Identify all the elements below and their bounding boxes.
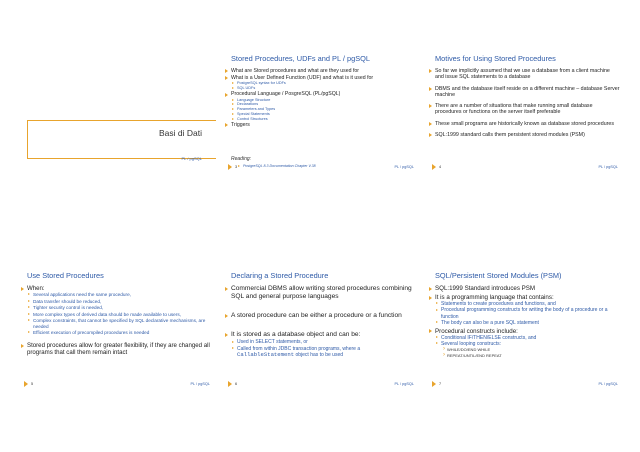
sub-item-text: Called from within JDBC transaction programs, where a	[237, 345, 361, 352]
list-item	[231, 91, 416, 121]
footer-tag: PL / pgSQL	[190, 381, 210, 386]
slide-footer	[228, 381, 414, 388]
list-item: Triggers	[231, 122, 416, 128]
slide-6[interactable]	[224, 265, 420, 391]
slide-title: Motives for Using Stored Procedures	[435, 54, 556, 63]
list-item-label: What is a User Defined Function (UDF) and what is it used for	[231, 74, 374, 81]
footer-tag: PL / pgSQL	[394, 381, 414, 386]
slide-body	[435, 68, 620, 144]
sub-list-item: Statements to create procedures and functions, and	[441, 301, 620, 307]
slide-footer	[24, 381, 210, 388]
sub-list-item	[237, 346, 416, 359]
list-item-label: When:	[27, 285, 45, 292]
sub-list-item: PostgreSQL syntax for UDFs	[237, 81, 416, 86]
sub-list-item: Special Statements	[237, 112, 416, 117]
cover-subtitle: PL / pgSQL	[181, 156, 202, 161]
slide-footer	[432, 164, 618, 171]
slide-number: 6	[235, 381, 238, 386]
list-item: Stored procedures allow for greater flexibility, if they are changed all programs that call them remain intact	[27, 342, 212, 356]
sub-list-item: Parameters and Types	[237, 107, 416, 112]
slide-footer	[432, 381, 618, 388]
loop-construct: › WHILE/DO/END WHILE	[447, 347, 620, 352]
slide-title: SQL/Persistent Stored Modules (PSM)	[435, 271, 562, 280]
cover-top-line	[27, 120, 216, 121]
slide-body	[27, 285, 212, 356]
list-item	[231, 75, 416, 91]
sub-list-item: Several applications need the same procedure,	[33, 292, 212, 298]
loop-construct: › REPEAT/UNTIL/END REPEAT	[447, 353, 620, 358]
footer-tag: PL / pgSQL	[598, 164, 618, 169]
list-item-label: Procedural Language / PosgreSQL (PL/pgSQL)	[231, 91, 341, 98]
list-item-label: It is stored as a database object and can be:	[231, 331, 361, 338]
footer-triangle-icon	[24, 381, 28, 387]
slide-footer	[228, 164, 414, 171]
slide-body	[231, 285, 416, 359]
slide-body	[231, 68, 416, 129]
list-item	[27, 285, 212, 336]
slide-number: 4	[439, 164, 442, 169]
sub-item-text: Several looping constructs:	[441, 341, 502, 348]
sub-list-item: Used in SELECT statements, or	[237, 339, 416, 346]
list-item: SQL:1999 Standard introduces PSM	[435, 285, 620, 292]
list-item	[435, 294, 620, 326]
list-item: A stored procedure can be either a procedure or a function	[231, 312, 416, 320]
sub-list-item: Language Structure	[237, 98, 416, 103]
sub-item-text: object has to be used	[295, 352, 344, 359]
sub-list-item: Conditional IF/THEN/ELSE constructs, and	[441, 335, 620, 341]
slide-3[interactable]	[224, 48, 420, 174]
list-item: What are Stored procedures and what are they used for	[231, 68, 416, 74]
sub-list-item: More complex types of derived data should be made available to users,	[33, 312, 212, 318]
slide-7[interactable]	[428, 265, 624, 391]
slide-title: Declaring a Stored Procedure	[231, 271, 329, 280]
reading-reference: PostgreSQL 8.3 Documentation Chapter V.38	[243, 164, 316, 168]
code-callable-statement: CallableStatement	[237, 351, 295, 359]
reading-label: Reading:	[231, 156, 252, 162]
footer-triangle-icon	[228, 164, 232, 170]
footer-tag: PL / pgSQL	[598, 381, 618, 386]
cover-title: Basi di Dati	[159, 128, 202, 138]
slide-cover[interactable]	[20, 48, 216, 174]
slide-4[interactable]	[428, 48, 624, 174]
sub-list-item	[441, 341, 620, 358]
slide-body	[435, 285, 620, 359]
list-item: These small programs are historically known as database stored procedures	[435, 121, 620, 127]
list-item	[435, 328, 620, 358]
footer-triangle-icon	[228, 381, 232, 387]
sub-list-item: Data transfer should be reduced,	[33, 299, 212, 305]
list-item	[231, 331, 416, 359]
sub-list-item: Efficient execution of precompiled procedures is needed	[33, 330, 212, 336]
list-item: There are a number of situations that make running small database procedures or functions on the server itself preferable	[435, 103, 620, 115]
slide-number: 5	[31, 381, 34, 386]
cover-left-bar	[27, 120, 28, 158]
sub-list-item: The body can also be a pure SQL statement	[441, 320, 620, 326]
sub-list-item: Declarations	[237, 102, 416, 107]
footer-triangle-icon	[432, 381, 436, 387]
footer-triangle-icon	[432, 164, 436, 170]
slide-title: Stored Procedures, UDFs and PL / pgSQL	[231, 54, 370, 63]
list-item-label: It is a programming language that contains:	[435, 293, 554, 301]
slide-number: 7	[439, 381, 442, 386]
list-item: So far we implicitly assumed that we use a database from a client machine and issue SQL statements to a database	[435, 68, 620, 80]
slide-number: 3	[235, 164, 238, 169]
sub-list-item: SQL UDFs	[237, 86, 416, 91]
sub-list-item: Procedural programming constructs for writing the body of a procedure or a function	[441, 307, 620, 320]
sub-list-item: Complex constraints, that cannot be specified by SQL declarative mechanisms, are needed	[33, 318, 212, 329]
footer-tag: PL / pgSQL	[394, 164, 414, 169]
sub-list-item: Control Structures	[237, 117, 416, 122]
list-item: SQL:1999 standard calls them persistent stored modules (PSM)	[435, 132, 620, 138]
slide-title: Use Stored Procedures	[27, 271, 104, 280]
list-item-label: Procedural constructs include:	[435, 327, 518, 335]
slide-5[interactable]	[20, 265, 216, 391]
sub-list-item: Tighter security control is needed,	[33, 305, 212, 311]
list-item: DBMS and the database itself reside on a different machine – database Server machine	[435, 85, 620, 98]
list-item: Commercial DBMS allow writing stored procedures combining SQL and general purpose languages	[231, 285, 416, 301]
